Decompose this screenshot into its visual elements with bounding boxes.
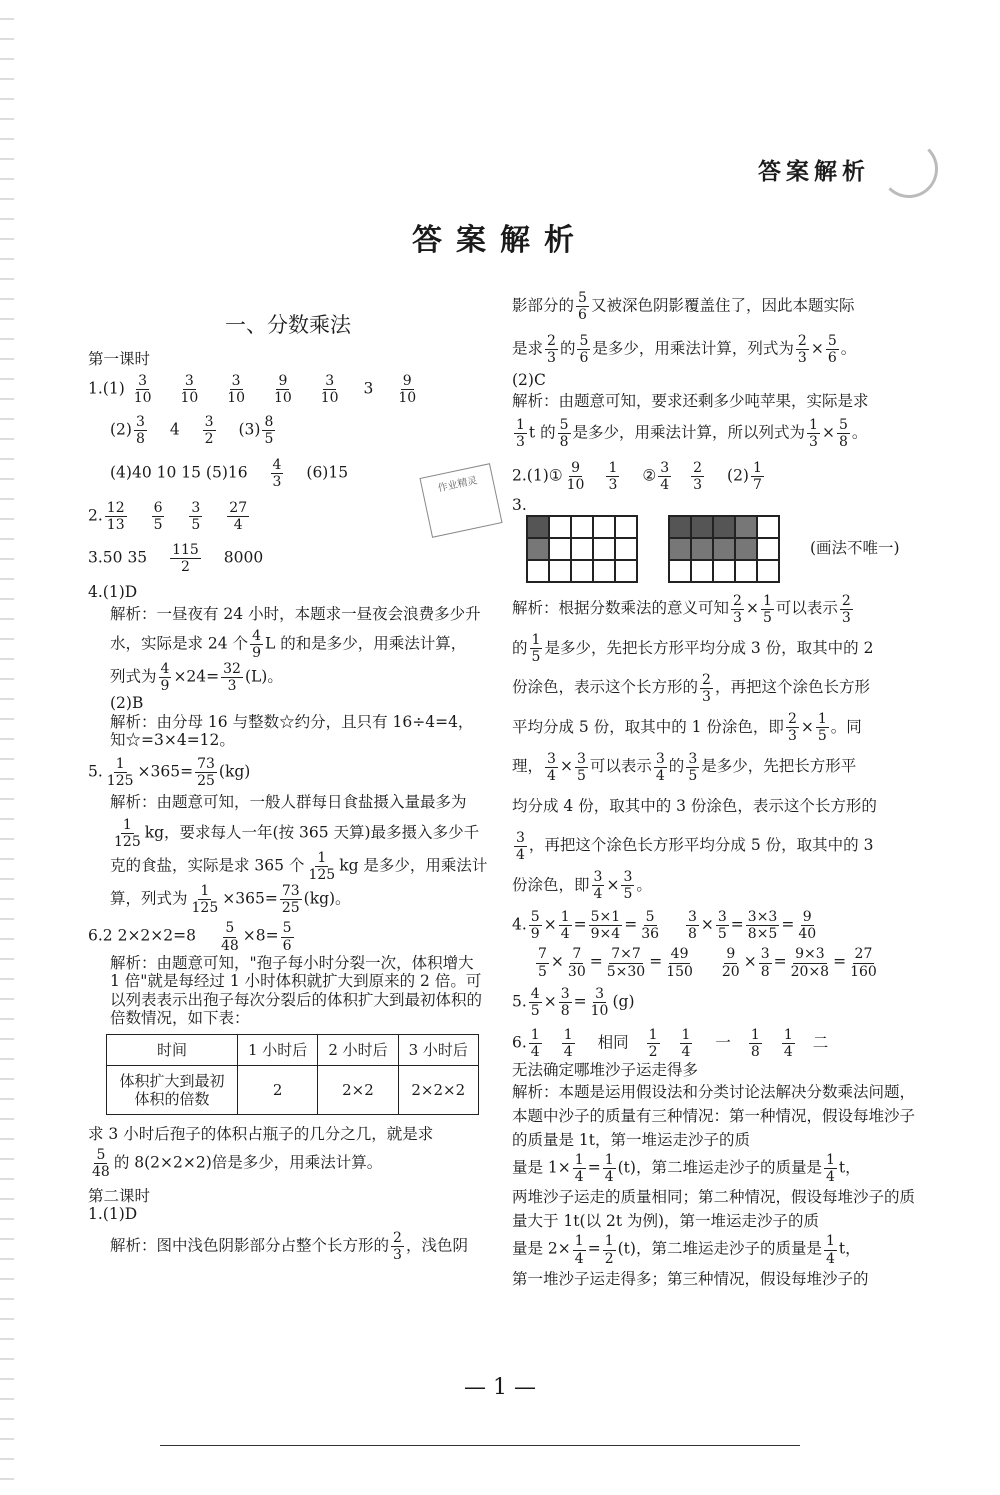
answer-6: 6.2 2×2×2=8 $\frac{5}{48}$ ×8= $\frac{5}{6}$ xyxy=(88,920,292,954)
lesson-label-2: 第二课时 xyxy=(88,1186,151,1205)
stamp-text: 作业精灵 xyxy=(436,475,479,495)
page-number: — 1 — xyxy=(464,1375,536,1400)
explanation-5: 解析：由题意可知，一般人群每日食盐摄入量最多为 $\frac{1}{125}$ kg，要求每人一年(按 365 天算)最多摄入多少千 克的食盐，实际是求 365 个 $\frac{1}{125}$ kg 是多少，用乘法计 算，列式为 $\frac{1}{125}$ ×365= $\frac{73}{25}$ (kg)。 xyxy=(110,793,488,917)
grid-b xyxy=(668,515,780,583)
explanation-4-2: 解析：由分母 16 与整数☆约分，且只有 16÷4=4，知☆=3×4=12。 xyxy=(110,712,474,750)
answer-3: 3.50 35 $\frac{115}{2}$ 8000 xyxy=(88,541,264,575)
fraction: $\frac{9}{10}$ xyxy=(273,372,292,406)
answer-1-1: 1.(1) $\frac{3}{10}$ $\frac{3}{10}$ $\frac{3}{10}$ $\frac{9}{10}$ $\frac{3}{10}$ 3 $\frac{9}{10}$ xyxy=(88,372,417,406)
answer-5: 5. $\frac{1}{125}$ ×365= $\frac{73}{25}$ (kg) xyxy=(88,755,251,789)
fraction: $\frac{9}{10}$ xyxy=(398,372,417,406)
explanation-4-1: 解析：一昼夜有 24 小时，本题求一昼夜会浪费多少升水，实际是求 24 个 $\frac{4}{9}$ L 的和是多少，用乘法计算， 列式为 $\frac{4}{9}$ ×24= $\frac{32}{3}$ (L)。 xyxy=(110,605,481,694)
answer-l2-1: 1.(1)D xyxy=(88,1205,138,1224)
left-column xyxy=(88,305,488,1263)
lesson-label: 第一课时 xyxy=(88,350,151,369)
fraction: $\frac{3}{10}$ xyxy=(180,372,199,406)
fraction: $\frac{3}{10}$ xyxy=(227,372,246,406)
explanation-l2-1: 解析：图中浅色阴影部分占整个长方形的 $\frac{2}{3}$ ，浅色阴 xyxy=(110,1229,468,1263)
fraction: $\frac{3}{10}$ xyxy=(320,372,339,406)
answer-r4a: 4. $\frac{5}{9}$ × $\frac{1}{4}$ = $\frac{5\times 1}{9\times 4}$ = $\frac{5}{36}$ $\frac{3}{8}$ × $\frac{3}{5}$ = $\frac{3\times 3}{8\times 5}$ = $\frac{9}{40}$ xyxy=(512,909,817,943)
explanation-r6: 解析：本题是运用假设法和分类讨论法解决分数乘法问题，本题中沙子的质量有三种情况：第一种情况，假设每堆沙子的质量是 1t，第一堆运走沙子的质 量是 1× $\frac{1}{4}$ = $\frac{1}{4}$ (t)，第二堆运走沙子的质量是 $\frac{1}{4}$ t， 两堆沙子运走的质量相同；第二种情况，假设每堆沙子的质量大于 1t(以 2t 为例)，第一堆运走沙子的质 量是 2× $\frac{1}{4}$ = $\frac{1}{2}$ (t)，第二堆运走沙子的质量是 $\frac{1}{4}$ t， 第一堆沙子运走得多；第三种情况，假设每堆沙子的 xyxy=(512,1083,916,1288)
answer-1-4: (4)40 10 15 (5)16 $\frac{4}{3}$ (6)15 xyxy=(110,457,349,491)
answer-r4b: $\frac{7}{5}$ × $\frac{7}{30}$ = $\frac{7\times 7}{5\times 30}$ = $\frac{49}{150}$ $\frac{9}{20}$ × $\frac{3}{8}$ = $\frac{9\times 3}{20\times 8}$ = $\frac{27}{160}$ xyxy=(538,946,877,980)
growth-table: 时间 1 小时后 2 小时后 3 小时后 体积扩大到最初体积的倍数 2 2×2 2×2×2 xyxy=(106,1034,479,1115)
fraction: $\frac{3}{10}$ xyxy=(133,372,152,406)
footer-rule xyxy=(160,1445,800,1446)
moon-icon xyxy=(880,140,938,198)
answer-r6: 6. $\frac{1}{4}$ $\frac{1}{4}$ 相同 $\frac{1}{2}$ $\frac{1}{4}$ 一 $\frac{1}{8}$ $\frac{1}{4}$ 二 xyxy=(512,1026,829,1060)
section-title: 一、分数乘法 xyxy=(225,313,351,337)
answer-4-1: 4.(1)D xyxy=(88,582,138,601)
explanation-r3: 解析：根据分数乘法的意义可知 $\frac{2}{3}$ × $\frac{1}{5}$ 可以表示 $\frac{2}{3}$ 的 $\frac{1}{5}$ 是多少，先把长方形平均分成 3 份，取其中的 2 份涂色，表示这个长方形的 $\frac{2}{3}$ ，再把这个涂色长方形 平均分成 5 份，取其中的 1 份涂色，即 $\frac{2}{3}$ × $\frac{1}{5}$ 。同 理， $\frac{3}{4}$ × $\frac{3}{5}$ 可以表示 $\frac{3}{4}$ 的 $\frac{3}{5}$ 是多少，先把长方形平 均分成 4 份，取其中的 3 份涂色，表示这个长方形的 $\frac{3}{4}$ ，再把这个涂色长方形平均分成 5 份，取其中的 3 份涂色，即 $\frac{3}{4}$ × $\frac{3}{5}$ 。 xyxy=(512,592,877,903)
explanation-6: 解析：由题意可知，"孢子每小时分裂一次，体积增大 1 倍"就是每经过 1 小时体积就扩大到原来的 2 倍。可以列表表示出孢子每次分裂后的体积扩大到最初体积的倍数情况，如下表： xyxy=(110,953,483,1028)
answer-1-2: (2) $\frac{3}{8}$ 4 $\frac{3}{2}$ (3) $\frac{8}{5}$ xyxy=(110,413,274,448)
right-column: 影部分的 $\frac{5}{6}$ 又被深色阴影覆盖住了，因此本题实际 是求 $\frac{2}{3}$ 的 $\frac{5}{6}$ 是多少，用乘法计算，列式为 $\frac{2}{3}$ × $\frac{5}{6}$ 。 (2)C 解析：由题意可知，要求还剩多少吨苹果，实际是求 $\frac{1}{3}$ t 的 $\frac{5}{8}$ 是多少，用乘法计算，所以列式为 $\frac{1}{3}$ × $\frac{5}{8}$ 。 2.(1)① $\frac{9}{10}$ $\frac{1}{3}$ ② $\frac{3}{4}$ $\frac{2}{3}$ (2) $\frac{1}{7}$ 3. (画法不唯一) 解析：根据分数乘法的意义可知 $\frac{2}{3}$ × $\frac{1}{5}$ 可以表示 $\frac{2}{3}$ 的 $\frac{1}{5}$ 是多少，先把长方形平均分成 3 份，取其中的 2 份涂色，表示这个长方形的 $\frac{2}{3}$ ，再把这个涂色长方形 平均分成 5 份，取其中的 1 份涂色，即 $\frac{2}{3}$ × $\frac{1}{5}$ 。同 理， $\frac{3}{4}$ × $\frac{3}{5}$ 可以表示 $\frac{3}{4}$ 的 $\frac{3}{5}$ 是多少，先把长方形平 均分成 4 份，取其中的 3 份涂色，表示这个长方形的 $\frac{3}{4}$ ，再把这个涂色长方形平均分成 5 份，取其中的 3 份涂色，即 $\frac{3}{4}$ × $\frac{3}{5}$ 。 4. $\frac{5}{9}$ × $\frac{1}{4}$ = $\frac{5\times 1}{9\times 4}$ = $\frac{5}{36}$ $\frac{3}{8}$ × $\frac{3}{5}$ = $\frac{3\times 3}{8\times 5}$ = $\frac{9}{40}$ $\frac{7}{5}$ × $\frac{7}{30}$ = $\frac{7\times 7}{5\times 30}$ = $\frac{49}{150}$ $\frac{9}{20}$ × $\frac{3}{8}$ = $\frac{9\times 3}{20\times 8}$ = $\frac{27}{160}$ 5. $\frac{4}{5}$ × $\frac{3}{8}$ = $\frac{3}{10}$ (g) 6. $\frac{1}{4}$ $\frac{1}{4}$ 相同 $\frac{1}{2}$ $\frac{1}{4}$ 一 $\frac{1}{8}$ $\frac{1}{4}$ 二 无法确定哪堆沙子运走得多 解析：本题是运用假设法和分类讨论法解决分数乘法问题，本题中沙子的质量有三种情况：第一种情况，假设每堆沙子的质量是 1t，第一堆运走沙子的质 量是 1× $\frac{1}{4}$ = $\frac{1}{4}$ (t)，第二堆运走沙子的质量是 $\frac{1}{4}$ t， 两堆沙子运走的质量相同；第二种情况，假设每堆沙子的质量大于 1t(以 2t 为例)，第一堆运走沙子的质 量是 2× $\frac{1}{4}$ = $\frac{1}{2}$ (t)，第二堆运走沙子的质量是 $\frac{1}{4}$ t， 第一堆沙子运走得多；第三种情况，假设每堆沙子的 xyxy=(512,290,922,1291)
grid-a xyxy=(526,515,638,583)
answer-4-2: (2)B xyxy=(110,694,144,713)
explanation-6b: 求 3 小时后孢子的体积占瓶子的几分之几，就是求 $\frac{5}{48}$ 的 8(2×2×2)倍是多少，用乘法计算。 xyxy=(88,1125,434,1181)
answer-2: 2. $\frac{12}{13}$ $\frac{6}{5}$ $\frac{3}{5}$ $\frac{27}{4}$ xyxy=(88,500,248,534)
running-header: 答案解析 xyxy=(758,159,870,185)
answer-r2: 2.(1)① $\frac{9}{10}$ $\frac{1}{3}$ ② $\frac{3}{4}$ $\frac{2}{3}$ (2) $\frac{1}{7}$ xyxy=(512,459,762,493)
page-title: 答案解析 xyxy=(412,223,588,258)
answer-r5: 5. $\frac{4}{5}$ × $\frac{3}{8}$ = $\frac{3}{10}$ (g) xyxy=(512,985,635,1019)
grid-figures: (画法不唯一) xyxy=(512,515,922,583)
